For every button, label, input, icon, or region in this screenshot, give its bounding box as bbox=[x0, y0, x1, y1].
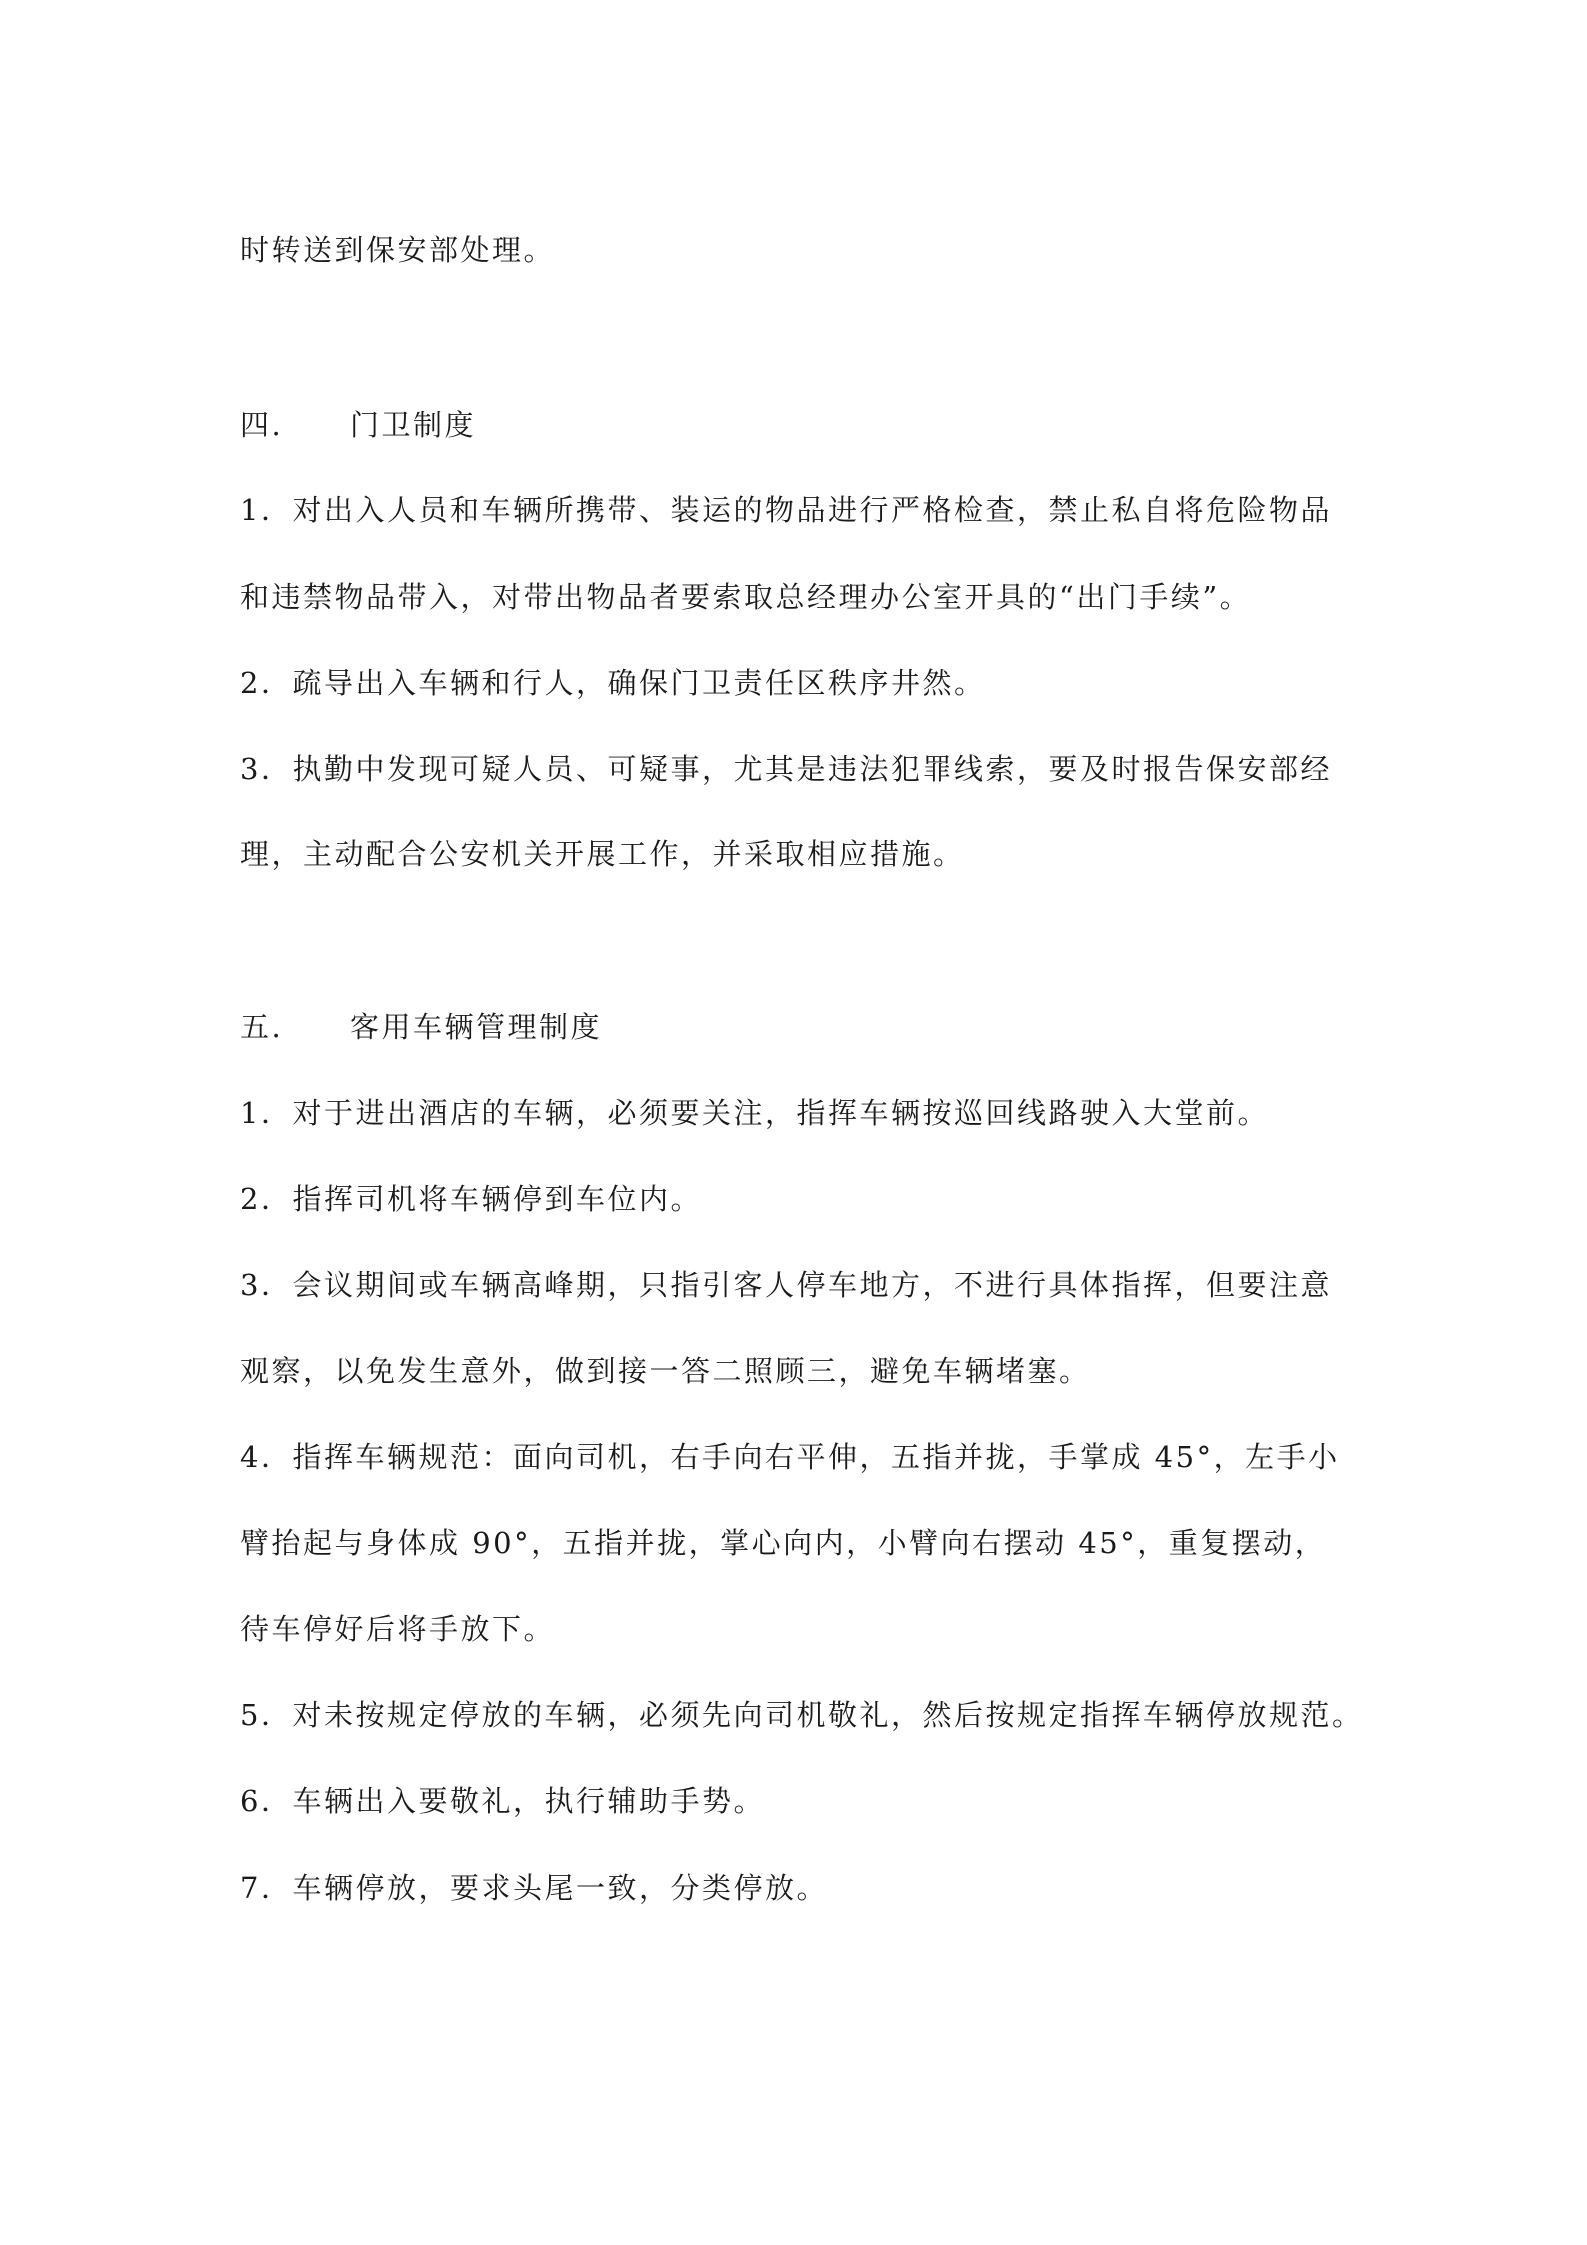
paragraph-line: 7．车辆停放，要求头尾一致，分类停放。 bbox=[240, 1871, 828, 1905]
paragraph-line: 1．对于进出酒店的车辆，必须要关注，指挥车辆按巡回线路驶入大堂前。 bbox=[240, 1096, 1269, 1130]
paragraph-line: 3．会议期间或车辆高峰期，只指引客人停车地方，不进行具体指挥，但要注意 bbox=[240, 1268, 1332, 1302]
paragraph-line: 4．指挥车辆规范：面向司机，右手向右平伸，五指并拢，手掌成 45°，左手小 bbox=[240, 1440, 1340, 1474]
section-title: 门卫制度 bbox=[350, 408, 477, 442]
paragraph-line: 3．执勤中发现可疑人员、可疑事，尤其是违法犯罪线索，要及时报告保安部经 bbox=[240, 752, 1332, 786]
paragraph-line: 2．指挥司机将车辆停到车位内。 bbox=[240, 1182, 702, 1216]
section-number: 四. bbox=[240, 408, 284, 442]
paragraph-line: 观察，以免发生意外，做到接一答二照顾三，避免车辆堵塞。 bbox=[240, 1354, 1091, 1388]
section-heading-4 bbox=[240, 405, 1360, 445]
paragraph-line: 和违禁物品带入，对带出物品者要索取总经理办公室开具的“出门手续”。 bbox=[240, 580, 1252, 614]
paragraph-line: 2．疏导出入车辆和行人，确保门卫责任区秩序井然。 bbox=[240, 666, 986, 700]
paragraph-line: 5．对未按规定停放的车辆，必须先向司机敬礼，然后按规定指挥车辆停放规范。 bbox=[240, 1698, 1364, 1732]
paragraph-line: 待车停好后将手放下。 bbox=[240, 1612, 556, 1646]
section-heading-5 bbox=[240, 1007, 1360, 1047]
paragraph-line: 1．对出入人员和车辆所携带、装运的物品进行严格检查，禁止私自将危险物品 bbox=[240, 493, 1332, 527]
section-number: 五. bbox=[240, 1010, 284, 1044]
paragraph-line: 理，主动配合公安机关开展工作，并采取相应措施。 bbox=[240, 837, 965, 871]
paragraph-line: 臂抬起与身体成 90°，五指并拢，掌心向内，小臂向右摆动 45°，重复摆动， bbox=[240, 1526, 1327, 1560]
section-title: 客用车辆管理制度 bbox=[350, 1010, 603, 1044]
continuation-text: 时转送到保安部处理。 bbox=[240, 233, 556, 267]
paragraph-line: 6．车辆出入要敬礼，执行辅助手势。 bbox=[240, 1784, 765, 1818]
